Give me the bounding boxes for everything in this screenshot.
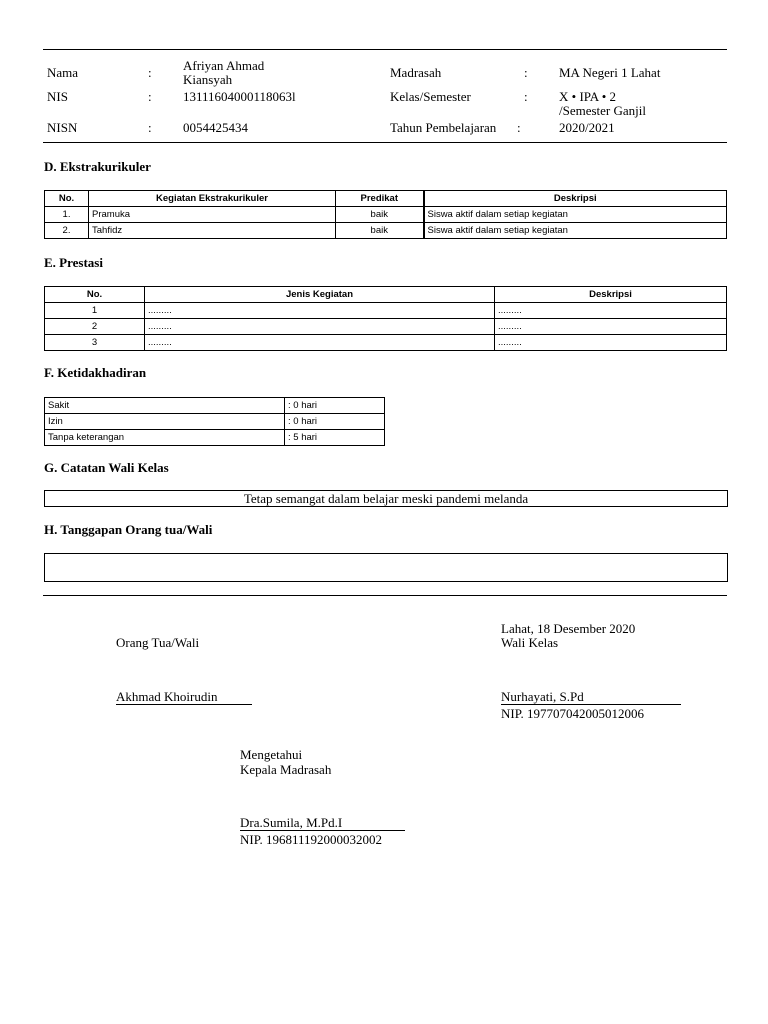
column-header: No.	[45, 191, 89, 207]
cell-no: 1.	[45, 207, 89, 223]
nama-value-line2: Kiansyah	[183, 72, 233, 87]
head-label: Kepala Madrasah	[240, 762, 332, 777]
table-header-row	[45, 191, 727, 207]
section-prestasi-title: E. Prestasi	[44, 255, 103, 270]
teacher-name: Nurhayati, S.Pd	[501, 689, 584, 704]
cell-predikat: baik	[336, 223, 424, 239]
place-date: Lahat, 18 Desember 2020	[501, 621, 636, 636]
cell-deskripsi: Siswa aktif dalam setiap kegiatan	[424, 207, 727, 223]
table-row	[45, 414, 385, 430]
table-row	[45, 207, 727, 223]
nis-sep: :	[148, 89, 152, 104]
nisn-label: NISN	[47, 120, 78, 135]
kelas-value-line2: /Semester Ganjil	[559, 103, 647, 118]
cell-jenis: Izin	[45, 414, 285, 430]
column-header: No.	[45, 287, 145, 303]
cell-no: 2	[45, 319, 145, 335]
cell-deskripsi: .........	[495, 303, 727, 319]
section-tanggapan-title: H. Tanggapan Orang tua/Wali	[44, 522, 213, 537]
madrasah-value: MA Negeri 1 Lahat	[559, 65, 661, 80]
cell-jenis: .........	[145, 335, 495, 351]
teacher-label: Wali Kelas	[501, 635, 559, 650]
table-row	[45, 223, 727, 239]
cell-jenis: .........	[145, 319, 495, 335]
column-header: Predikat	[336, 191, 424, 207]
nis-value: 13111604000118063l	[183, 89, 296, 104]
cell-jumlah: : 5 hari	[285, 430, 385, 446]
parent-name: Akhmad Khoirudin	[116, 689, 218, 704]
column-header: Deskripsi	[495, 287, 727, 303]
top-rule	[43, 49, 727, 50]
madrasah-sep: :	[524, 65, 528, 80]
nama-label: Nama	[47, 65, 79, 80]
table-row	[45, 303, 727, 319]
nama-sep: :	[148, 65, 152, 80]
teacher-signature-line	[501, 704, 681, 705]
column-header: Kegiatan Ekstrakurikuler	[89, 191, 336, 207]
cell-no: 3	[45, 335, 145, 351]
cell-jenis: Tanpa keterangan	[45, 430, 285, 446]
table-header-row	[45, 287, 727, 303]
ekstrakurikuler-table	[44, 190, 727, 239]
table-row	[45, 335, 727, 351]
cell-jenis: .........	[145, 303, 495, 319]
column-header: Deskripsi	[424, 191, 727, 207]
column-header: Jenis Kegiatan	[145, 287, 495, 303]
ketidakhadiran-table	[44, 397, 385, 446]
signature-top-rule	[43, 595, 727, 596]
cell-deskripsi: .........	[495, 335, 727, 351]
tahun-sep: :	[517, 120, 521, 135]
table-row	[45, 319, 727, 335]
section-catatan-title: G. Catatan Wali Kelas	[44, 460, 169, 475]
cell-predikat: baik	[336, 207, 424, 223]
tahun-label: Tahun Pembelajaran	[390, 120, 497, 135]
table-row	[45, 398, 385, 414]
tahun-value: 2020/2021	[559, 120, 615, 135]
header-bottom-rule	[43, 142, 727, 143]
head-name: Dra.Sumila, M.Pd.I	[240, 815, 343, 830]
table-row	[45, 430, 385, 446]
kelas-sep: :	[524, 89, 528, 104]
cell-deskripsi: Siswa aktif dalam setiap kegiatan	[424, 223, 727, 239]
kelas-value-line1: X • IPA • 2	[559, 89, 617, 104]
nisn-value: 0054425434	[183, 120, 248, 135]
cell-jenis: Sakit	[45, 398, 285, 414]
prestasi-table	[44, 286, 727, 351]
cell-no: 1	[45, 303, 145, 319]
cell-no: 2.	[45, 223, 89, 239]
parent-label: Orang Tua/Wali	[116, 635, 200, 650]
cell-deskripsi: .........	[495, 319, 727, 335]
section-ekstrakurikuler-title: D. Ekstrakurikuler	[44, 159, 151, 174]
teacher-nip: NIP. 197707042005012006	[501, 706, 645, 721]
head-nip: NIP. 196811192000032002	[240, 832, 383, 847]
nis-label: NIS	[47, 89, 68, 104]
catatan-box: Tetap semangat dalam belajar meski pandemi melanda	[44, 490, 728, 507]
cell-jumlah: : 0 hari	[285, 414, 385, 430]
cell-jumlah: : 0 hari	[285, 398, 385, 414]
nisn-sep: :	[148, 120, 152, 135]
kelas-label: Kelas/Semester	[390, 89, 471, 104]
section-ketidakhadiran-title: F. Ketidakhadiran	[44, 365, 147, 380]
parent-signature-line	[116, 704, 252, 705]
head-signature-line	[240, 830, 405, 831]
nama-value-line1: Afriyan Ahmad	[183, 58, 265, 73]
cell-kegiatan: Tahfidz	[89, 223, 336, 239]
ack-label: Mengetahui	[240, 747, 303, 762]
cell-kegiatan: Pramuka	[89, 207, 336, 223]
tanggapan-box	[44, 553, 728, 582]
madrasah-label: Madrasah	[390, 65, 442, 80]
